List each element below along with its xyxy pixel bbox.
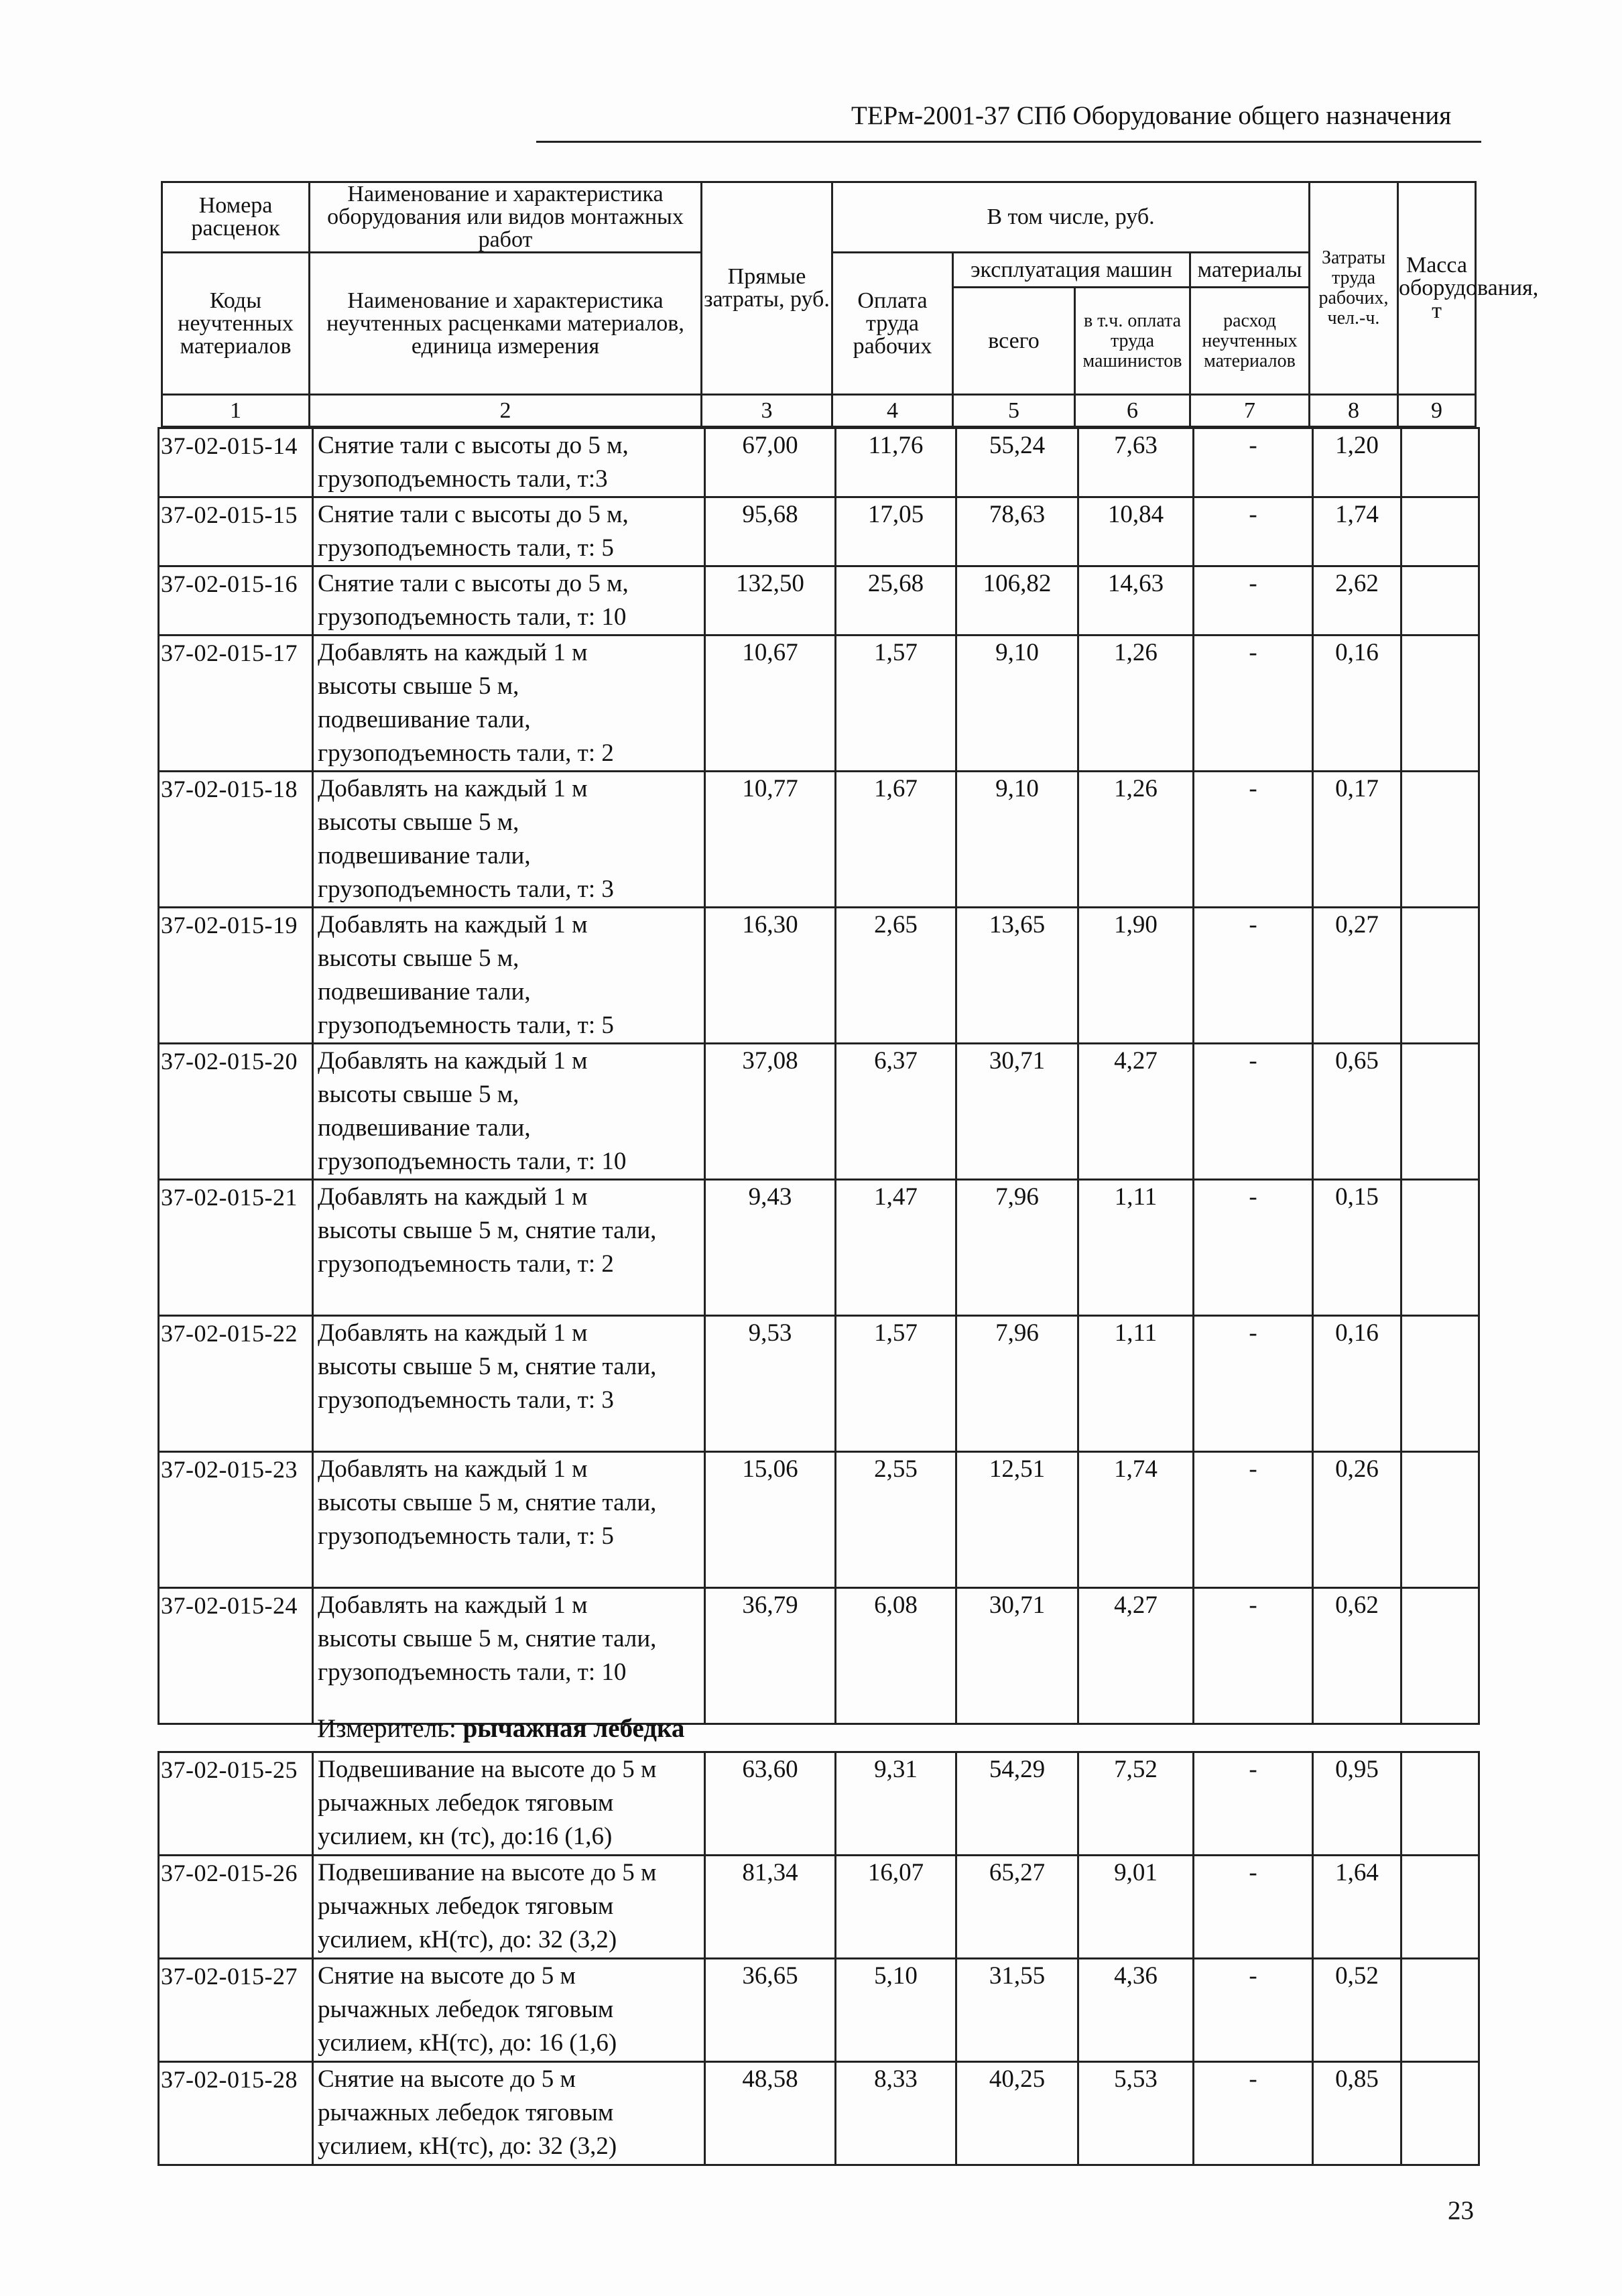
description-line: высоты свыше 5 м, [318, 808, 519, 836]
description-line: грузоподъемность тали, т:3 [318, 465, 608, 493]
machines-total-cell: 9,10 [956, 636, 1078, 772]
operators-pay-cell: 5,53 [1078, 2062, 1194, 2165]
description-line: высоты свыше 5 м, снятие тали, [318, 1353, 657, 1380]
description-line: грузоподъемность тали, т: 5 [318, 534, 614, 562]
description-line: грузоподъемность тали, т: 10 [318, 603, 627, 631]
column-number: 5 [953, 395, 1075, 427]
header-material-codes: Коды неучтенных материалов [162, 253, 310, 395]
direct-costs-cell: 9,53 [705, 1316, 836, 1452]
machines-total-cell: 30,71 [956, 1044, 1078, 1180]
direct-costs-cell: 15,06 [705, 1452, 836, 1588]
header-machines-total: всего [953, 288, 1075, 395]
materials-cell: - [1194, 2062, 1313, 2165]
rate-code: 37-02-015-14 [159, 428, 313, 497]
mass-cell [1401, 1959, 1479, 2062]
machines-total-cell: 12,51 [956, 1452, 1078, 1588]
work-description [313, 772, 705, 908]
materials-cell: - [1194, 497, 1313, 566]
description-line: рычажных лебедок тяговым [318, 1789, 614, 1817]
labor-hours-cell: 0,15 [1313, 1180, 1401, 1316]
page-number: 23 [1448, 2196, 1474, 2225]
description-line: подвешивание тали, [318, 706, 531, 733]
header-equipment-mass: Масса оборудования, т [1398, 182, 1476, 395]
work-description [313, 908, 705, 1044]
operators-pay-cell: 1,74 [1078, 1452, 1194, 1588]
labor-pay-cell: 2,65 [836, 908, 956, 1044]
table-row [159, 636, 1479, 772]
labor-hours-cell: 1,64 [1313, 1856, 1401, 1959]
machines-total-cell: 7,96 [956, 1180, 1078, 1316]
machines-total-cell: 40,25 [956, 2062, 1078, 2165]
description-line: высоты свыше 5 м, снятие тали, [318, 1625, 657, 1652]
description-line: Добавлять на каждый 1 м [318, 1047, 588, 1075]
rate-code: 37-02-015-26 [159, 1856, 313, 1959]
operators-pay-cell: 1,26 [1078, 772, 1194, 908]
direct-costs-cell: 132,50 [705, 566, 836, 636]
description-line: Подвешивание на высоте до 5 м [318, 1756, 657, 1783]
header-work-name: Наименование и характеристика оборудования или видов монтажных работ [310, 182, 702, 253]
rate-code: 37-02-015-17 [159, 636, 313, 772]
machines-total-cell: 7,96 [956, 1316, 1078, 1452]
machines-total-cell: 65,27 [956, 1856, 1078, 1959]
machines-total-cell: 13,65 [956, 908, 1078, 1044]
column-number: 6 [1075, 395, 1190, 427]
description-line: Снятие тали с высоты до 5 м, [318, 432, 629, 459]
description-line: подвешивание тали, [318, 842, 531, 869]
description-line: усилием, кН(тс), до: 32 (3,2) [318, 2132, 617, 2160]
labor-hours-cell: 0,65 [1313, 1044, 1401, 1180]
labor-pay-cell: 1,67 [836, 772, 956, 908]
mass-cell [1401, 1316, 1479, 1452]
operators-pay-cell: 4,27 [1078, 1588, 1194, 1724]
description-line: высоты свыше 5 м, [318, 945, 519, 972]
direct-costs-cell: 16,30 [705, 908, 836, 1044]
table-row [159, 2062, 1479, 2165]
description-line: Снятие тали с высоты до 5 м, [318, 570, 629, 597]
column-number: 1 [162, 395, 310, 427]
meter-label: Измеритель: рычажная лебедка [317, 1714, 685, 1743]
header-labor-hours: Затраты труда рабочих, чел.-ч. [1310, 182, 1398, 395]
table-row [159, 497, 1479, 566]
description-line: Добавлять на каждый 1 м [318, 639, 588, 666]
description-line: Добавлять на каждый 1 м [318, 1591, 588, 1619]
meter-value: рычажная лебедка [462, 1714, 685, 1743]
work-description [313, 1452, 705, 1588]
labor-hours-cell: 0,16 [1313, 1316, 1401, 1452]
work-description [313, 1044, 705, 1180]
column-number: 7 [1190, 395, 1310, 427]
header-rate-numbers: Номера расценок [162, 182, 310, 253]
description-line: подвешивание тали, [318, 1114, 531, 1142]
description-line: Добавлять на каждый 1 м [318, 1455, 588, 1483]
labor-pay-cell: 6,08 [836, 1588, 956, 1724]
work-description [313, 566, 705, 636]
work-description [313, 1316, 705, 1452]
labor-hours-cell: 0,16 [1313, 636, 1401, 772]
table-row [159, 428, 1479, 497]
materials-cell: - [1194, 1588, 1313, 1724]
header-material-name: Наименование и характеристика неучтенных расценками материалов, единица измерения [310, 253, 702, 395]
labor-hours-cell: 0,27 [1313, 908, 1401, 1044]
column-number: 9 [1398, 395, 1476, 427]
operators-pay-cell: 7,52 [1078, 1752, 1194, 1856]
mass-cell [1401, 1856, 1479, 1959]
mass-cell [1401, 772, 1479, 908]
work-description [313, 1180, 705, 1316]
labor-hours-cell: 0,17 [1313, 772, 1401, 908]
direct-costs-cell: 36,79 [705, 1588, 836, 1724]
labor-pay-cell: 16,07 [836, 1856, 956, 1959]
column-number: 8 [1310, 395, 1398, 427]
description-line: грузоподъемность тали, т: 5 [318, 1522, 614, 1550]
table-row [159, 1752, 1479, 1856]
description-line: рычажных лебедок тяговым [318, 1892, 614, 1920]
header-operators-pay: в т.ч. оплата труда машинистов [1075, 288, 1190, 395]
labor-hours-cell: 0,52 [1313, 1959, 1401, 2062]
labor-pay-cell: 1,47 [836, 1180, 956, 1316]
mass-cell [1401, 1044, 1479, 1180]
work-description [313, 428, 705, 497]
rate-code: 37-02-015-27 [159, 1959, 313, 2062]
table-row [159, 772, 1479, 908]
labor-pay-cell: 6,37 [836, 1044, 956, 1180]
description-line: усилием, кН(тс), до: 16 (1,6) [318, 2029, 617, 2057]
description-line: грузоподъемность тали, т: 5 [318, 1012, 614, 1039]
header-rule [536, 141, 1481, 143]
work-description [313, 1588, 705, 1724]
description-line: подвешивание тали, [318, 978, 531, 1006]
table-row [159, 908, 1479, 1044]
labor-hours-cell: 0,95 [1313, 1752, 1401, 1856]
mass-cell [1401, 1452, 1479, 1588]
description-line: грузоподъемность тали, т: 3 [318, 875, 614, 903]
mass-cell [1401, 566, 1479, 636]
operators-pay-cell: 1,11 [1078, 1316, 1194, 1452]
materials-cell: - [1194, 566, 1313, 636]
operators-pay-cell: 1,11 [1078, 1180, 1194, 1316]
labor-pay-cell: 5,10 [836, 1959, 956, 2062]
rate-code: 37-02-015-20 [159, 1044, 313, 1180]
labor-pay-cell: 9,31 [836, 1752, 956, 1856]
work-description [313, 1856, 705, 1959]
table-row [159, 566, 1479, 636]
description-line: грузоподъемность тали, т: 2 [318, 1250, 614, 1278]
materials-cell: - [1194, 772, 1313, 908]
direct-costs-cell: 37,08 [705, 1044, 836, 1180]
labor-hours-cell: 0,85 [1313, 2062, 1401, 2165]
operators-pay-cell: 1,90 [1078, 908, 1194, 1044]
direct-costs-cell: 81,34 [705, 1856, 836, 1959]
rate-code: 37-02-015-21 [159, 1180, 313, 1316]
description-line: Снятие тали с высоты до 5 м, [318, 501, 629, 528]
description-line: рычажных лебедок тяговым [318, 1996, 614, 2023]
operators-pay-cell: 4,27 [1078, 1044, 1194, 1180]
description-line: рычажных лебедок тяговым [318, 2099, 614, 2126]
machines-total-cell: 106,82 [956, 566, 1078, 636]
materials-cell: - [1194, 1316, 1313, 1452]
materials-cell: - [1194, 1959, 1313, 2062]
column-number: 3 [702, 395, 832, 427]
materials-cell: - [1194, 908, 1313, 1044]
table-header [161, 181, 1539, 428]
labor-hours-cell: 1,74 [1313, 497, 1401, 566]
labor-hours-cell: 0,62 [1313, 1588, 1401, 1724]
rate-code: 37-02-015-22 [159, 1316, 313, 1452]
direct-costs-cell: 36,65 [705, 1959, 836, 2062]
operators-pay-cell: 1,26 [1078, 636, 1194, 772]
description-line: высоты свыше 5 м, [318, 1081, 519, 1108]
machines-total-cell: 31,55 [956, 1959, 1078, 2062]
description-line: высоты свыше 5 м, снятие тали, [318, 1217, 657, 1244]
labor-pay-cell: 25,68 [836, 566, 956, 636]
labor-hours-cell: 2,62 [1313, 566, 1401, 636]
direct-costs-cell: 9,43 [705, 1180, 836, 1316]
operators-pay-cell: 10,84 [1078, 497, 1194, 566]
header-including: В том числе, руб. [832, 182, 1310, 253]
labor-pay-cell: 11,76 [836, 428, 956, 497]
table-row [159, 1316, 1479, 1452]
direct-costs-cell: 48,58 [705, 2062, 836, 2165]
mass-cell [1401, 636, 1479, 772]
description-line: грузоподъемность тали, т: 10 [318, 1148, 627, 1175]
header-unaccounted-materials: расход неучтенных материалов [1190, 288, 1310, 395]
operators-pay-cell: 7,63 [1078, 428, 1194, 497]
table-row [159, 1588, 1479, 1724]
work-description [313, 1959, 705, 2062]
labor-pay-cell: 17,05 [836, 497, 956, 566]
materials-cell: - [1194, 636, 1313, 772]
direct-costs-cell: 10,67 [705, 636, 836, 772]
materials-cell: - [1194, 428, 1313, 497]
table-row [159, 1959, 1479, 2062]
mass-cell [1401, 428, 1479, 497]
rate-code: 37-02-015-23 [159, 1452, 313, 1588]
rate-code: 37-02-015-28 [159, 2062, 313, 2165]
labor-pay-cell: 1,57 [836, 1316, 956, 1452]
document-header: ТЕРм-2001-37 СПб Оборудование общего назначения [851, 101, 1452, 130]
description-line: Добавлять на каждый 1 м [318, 1319, 588, 1347]
description-line: Подвешивание на высоте до 5 м [318, 1859, 657, 1886]
table-row [159, 1856, 1479, 1959]
description-line: грузоподъемность тали, т: 10 [318, 1658, 627, 1686]
mass-cell [1401, 1180, 1479, 1316]
description-line: усилием, кн (тс), до:16 (1,6) [318, 1823, 613, 1850]
machines-total-cell: 54,29 [956, 1752, 1078, 1856]
labor-pay-cell: 2,55 [836, 1452, 956, 1588]
description-line: Снятие на высоте до 5 м [318, 1962, 576, 1990]
header-direct-costs: Прямые затраты, руб. [702, 182, 832, 395]
column-number: 2 [310, 395, 702, 427]
table-row [159, 1452, 1479, 1588]
mass-cell [1401, 1752, 1479, 1856]
rate-code: 37-02-015-15 [159, 497, 313, 566]
work-description [313, 636, 705, 772]
rate-code: 37-02-015-24 [159, 1588, 313, 1724]
materials-cell: - [1194, 1044, 1313, 1180]
description-line: грузоподъемность тали, т: 3 [318, 1386, 614, 1414]
materials-cell: - [1194, 1452, 1313, 1588]
description-line: грузоподъемность тали, т: 2 [318, 739, 614, 767]
mass-cell [1401, 2062, 1479, 2165]
rates-table [158, 427, 1480, 1725]
direct-costs-cell: 67,00 [705, 428, 836, 497]
column-number: 4 [832, 395, 953, 427]
table-row [159, 1180, 1479, 1316]
direct-costs-cell: 95,68 [705, 497, 836, 566]
header-materials: материалы [1190, 253, 1310, 288]
mass-cell [1401, 908, 1479, 1044]
rate-code: 37-02-015-19 [159, 908, 313, 1044]
description-line: усилием, кН(тс), до: 32 (3,2) [318, 1926, 617, 1953]
work-description [313, 1752, 705, 1856]
work-description [313, 2062, 705, 2165]
header-machine-operation: эксплуатация машин [953, 253, 1190, 288]
operators-pay-cell: 9,01 [1078, 1856, 1194, 1959]
materials-cell: - [1194, 1856, 1313, 1959]
rate-code: 37-02-015-25 [159, 1752, 313, 1856]
direct-costs-cell: 10,77 [705, 772, 836, 908]
materials-cell: - [1194, 1752, 1313, 1856]
machines-total-cell: 78,63 [956, 497, 1078, 566]
header-labor-pay: Оплата труда рабочих [832, 253, 953, 395]
operators-pay-cell: 14,63 [1078, 566, 1194, 636]
mass-cell [1401, 497, 1479, 566]
labor-pay-cell: 1,57 [836, 636, 956, 772]
description-line: Добавлять на каждый 1 м [318, 775, 588, 802]
materials-cell: - [1194, 1180, 1313, 1316]
direct-costs-cell: 63,60 [705, 1752, 836, 1856]
machines-total-cell: 30,71 [956, 1588, 1078, 1724]
work-description [313, 497, 705, 566]
operators-pay-cell: 4,36 [1078, 1959, 1194, 2062]
description-line: высоты свыше 5 м, [318, 672, 519, 700]
labor-hours-cell: 0,26 [1313, 1452, 1401, 1588]
mass-cell [1401, 1588, 1479, 1724]
machines-total-cell: 9,10 [956, 772, 1078, 908]
labor-hours-cell: 1,20 [1313, 428, 1401, 497]
rates-table-lever-winch [158, 1751, 1480, 2166]
description-line: Добавлять на каждый 1 м [318, 911, 588, 939]
description-line: Добавлять на каждый 1 м [318, 1183, 588, 1211]
machines-total-cell: 55,24 [956, 428, 1078, 497]
description-line: Снятие на высоте до 5 м [318, 2065, 576, 2093]
rate-code: 37-02-015-16 [159, 566, 313, 636]
description-line: высоты свыше 5 м, снятие тали, [318, 1489, 657, 1516]
table-row [159, 1044, 1479, 1180]
labor-pay-cell: 8,33 [836, 2062, 956, 2165]
rate-code: 37-02-015-18 [159, 772, 313, 908]
